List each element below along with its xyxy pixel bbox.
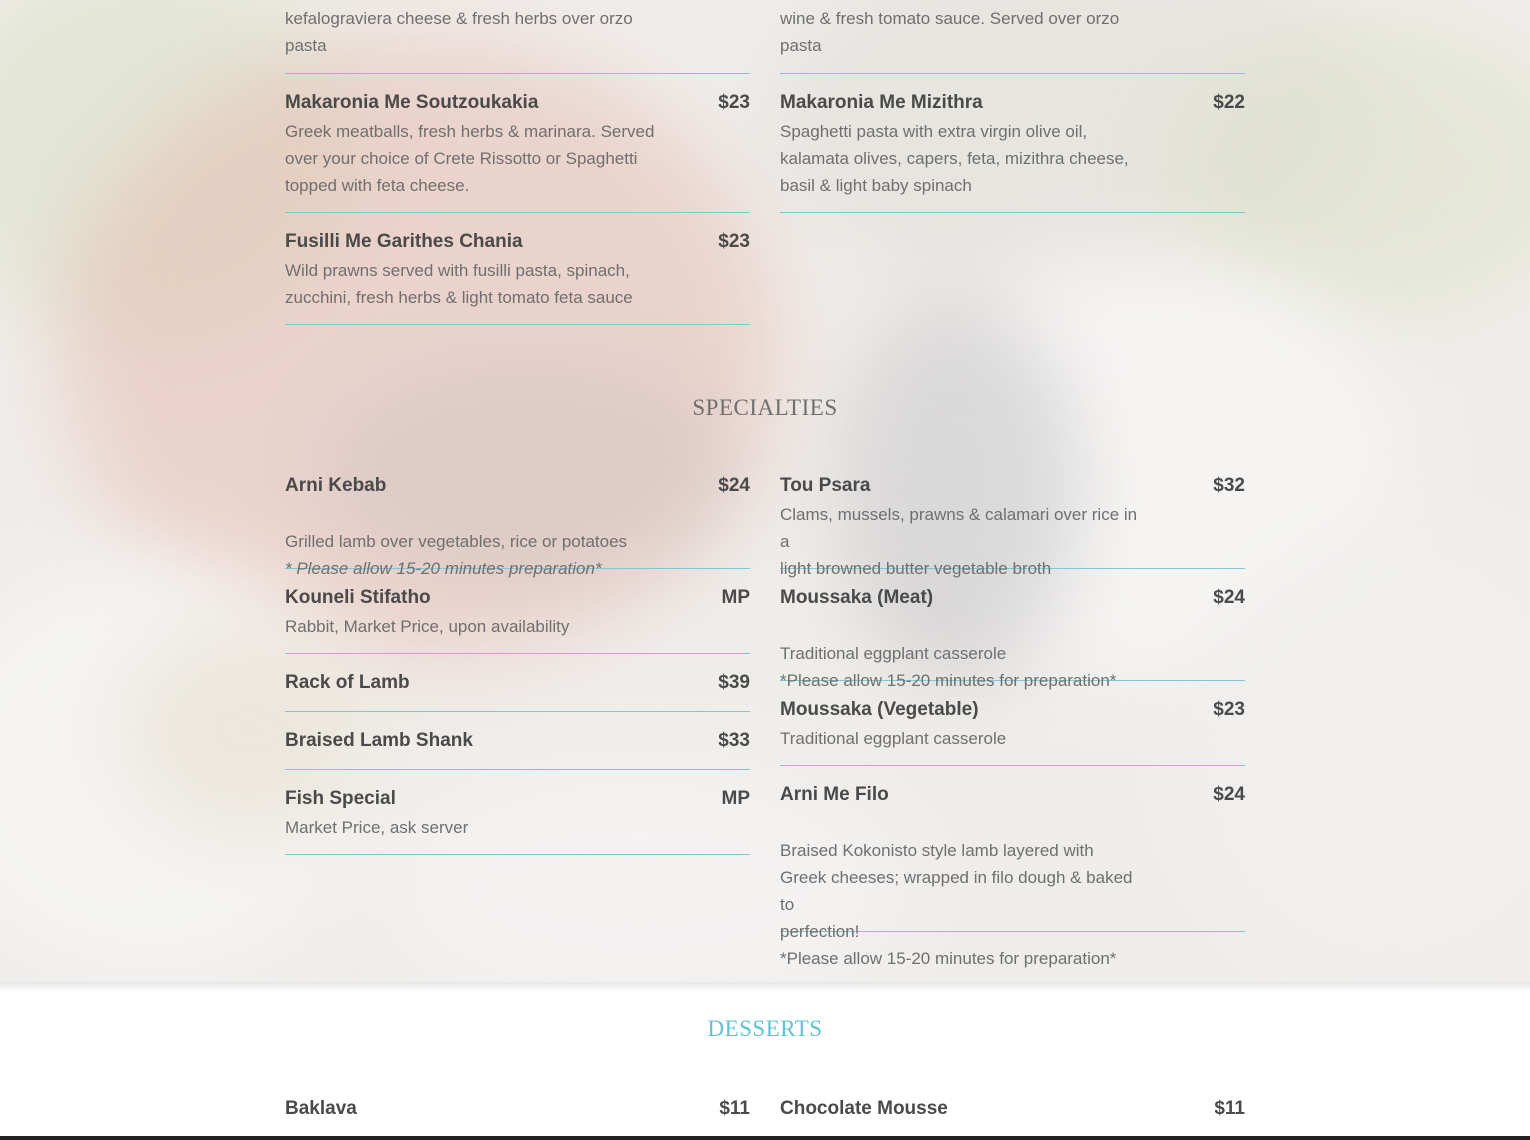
menu-item-note: * Please allow 15-20 minutes preparation* bbox=[285, 559, 602, 578]
menu-item-price: $24 bbox=[1213, 587, 1245, 608]
menu-item-price: $24 bbox=[1213, 784, 1245, 805]
menu-item-price: $22 bbox=[1213, 92, 1245, 113]
menu-item-description: Traditional eggplant casserole bbox=[780, 729, 1007, 748]
menu-item bbox=[285, 787, 750, 855]
menu-item-note: *Please allow 15-20 minutes for preparation* bbox=[780, 671, 1117, 690]
menu-item-description: kefalograviera cheese & fresh herbs over orzo pasta bbox=[285, 9, 633, 55]
menu-item-name: Fusilli Me Garithes Chania bbox=[285, 231, 523, 252]
menu-item-price: $11 bbox=[719, 1098, 750, 1119]
page-bottom-bar bbox=[0, 1136, 1530, 1140]
menu-item-description: Market Price, ask server bbox=[285, 818, 469, 837]
menu-item-price: MP bbox=[721, 788, 750, 809]
menu-item bbox=[285, 474, 750, 578]
menu-item-name: Makaronia Me Mizithra bbox=[780, 92, 983, 113]
menu-item bbox=[285, 1097, 750, 1140]
menu-item-name: Makaronia Me Soutzoukakia bbox=[285, 92, 539, 113]
menu-item-description-text: Braised Kokonisto style lamb layered with Greek cheeses; wrapped in filo dough & baked to perfection! bbox=[780, 841, 1133, 941]
menu-item bbox=[780, 698, 1245, 766]
menu-item bbox=[285, 230, 750, 325]
menu-item bbox=[780, 586, 1245, 690]
section-title-desserts: DESSERTS bbox=[707, 1016, 823, 1041]
menu-item-name: Moussaka (Vegetable) bbox=[780, 699, 979, 720]
menu-item-name: Rack of Lamb bbox=[285, 672, 410, 693]
menu-item bbox=[780, 783, 1245, 968]
menu-item-name: Chocolate Mousse bbox=[780, 1098, 948, 1119]
menu-item bbox=[285, 586, 750, 654]
menu-item bbox=[780, 0, 1245, 74]
section-title-specialties: SPECIALTIES bbox=[692, 395, 838, 420]
menu-item-note: *Please allow 15-20 minutes for preparation* bbox=[780, 949, 1117, 968]
menu-item-description-text: Grilled lamb over vegetables, rice or potatoes bbox=[285, 532, 628, 551]
menu-item-price: $23 bbox=[1213, 699, 1245, 720]
menu-item-name: Kouneli Stifatho bbox=[285, 587, 431, 608]
menu-item-price: $23 bbox=[718, 231, 750, 252]
menu-item-price: $23 bbox=[718, 92, 750, 113]
menu-item-description: wine & fresh tomato sauce. Served over orzo pasta bbox=[780, 9, 1120, 55]
menu-item-name: Baklava bbox=[285, 1098, 357, 1119]
menu-item bbox=[285, 0, 750, 74]
menu-item-name: Arni Me Filo bbox=[780, 784, 889, 805]
menu-item-description: Rabbit, Market Price, upon availability bbox=[285, 617, 570, 636]
menu-item bbox=[780, 1097, 1245, 1140]
menu-item bbox=[780, 474, 1245, 578]
menu-item-price: $32 bbox=[1213, 475, 1245, 496]
section-divider-shadow bbox=[0, 982, 1530, 992]
menu-item-name: Arni Kebab bbox=[285, 475, 387, 496]
menu-item-description-text: Traditional eggplant casserole bbox=[780, 644, 1007, 663]
menu-item-name: Fish Special bbox=[285, 788, 396, 809]
menu-item-name: Moussaka (Meat) bbox=[780, 587, 934, 608]
menu-item-price: MP bbox=[721, 587, 750, 608]
menu-item-price: $24 bbox=[718, 475, 750, 496]
menu-item bbox=[285, 91, 750, 213]
menu-item bbox=[285, 671, 750, 712]
menu-item-price: $33 bbox=[718, 730, 750, 751]
menu-item-description: Clams, mussels, prawns & calamari over rice in a light browned butter vegetable broth bbox=[780, 505, 1138, 578]
menu-item-description: Spaghetti pasta with extra virgin olive oil, kalamata olives, capers, feta, mizithra cheese, basil & light baby spinach bbox=[780, 122, 1129, 195]
menu-item-description: Wild prawns served with fusilli pasta, spinach, zucchini, fresh herbs & light tomato feta sauce bbox=[285, 261, 633, 307]
menu-item-name: Tou Psara bbox=[780, 475, 871, 496]
menu-item bbox=[285, 729, 750, 770]
menu-item-price: $11 bbox=[1214, 1098, 1245, 1119]
menu-item-price: $39 bbox=[718, 672, 750, 693]
menu-item-name: Braised Lamb Shank bbox=[285, 730, 473, 751]
menu-item-description bbox=[780, 810, 1150, 999]
menu-item-description: Greek meatballs, fresh herbs & marinara. Served over your choice of Crete Rissotto or Spaghetti topped with feta cheese. bbox=[285, 122, 655, 195]
menu-item bbox=[780, 91, 1245, 213]
